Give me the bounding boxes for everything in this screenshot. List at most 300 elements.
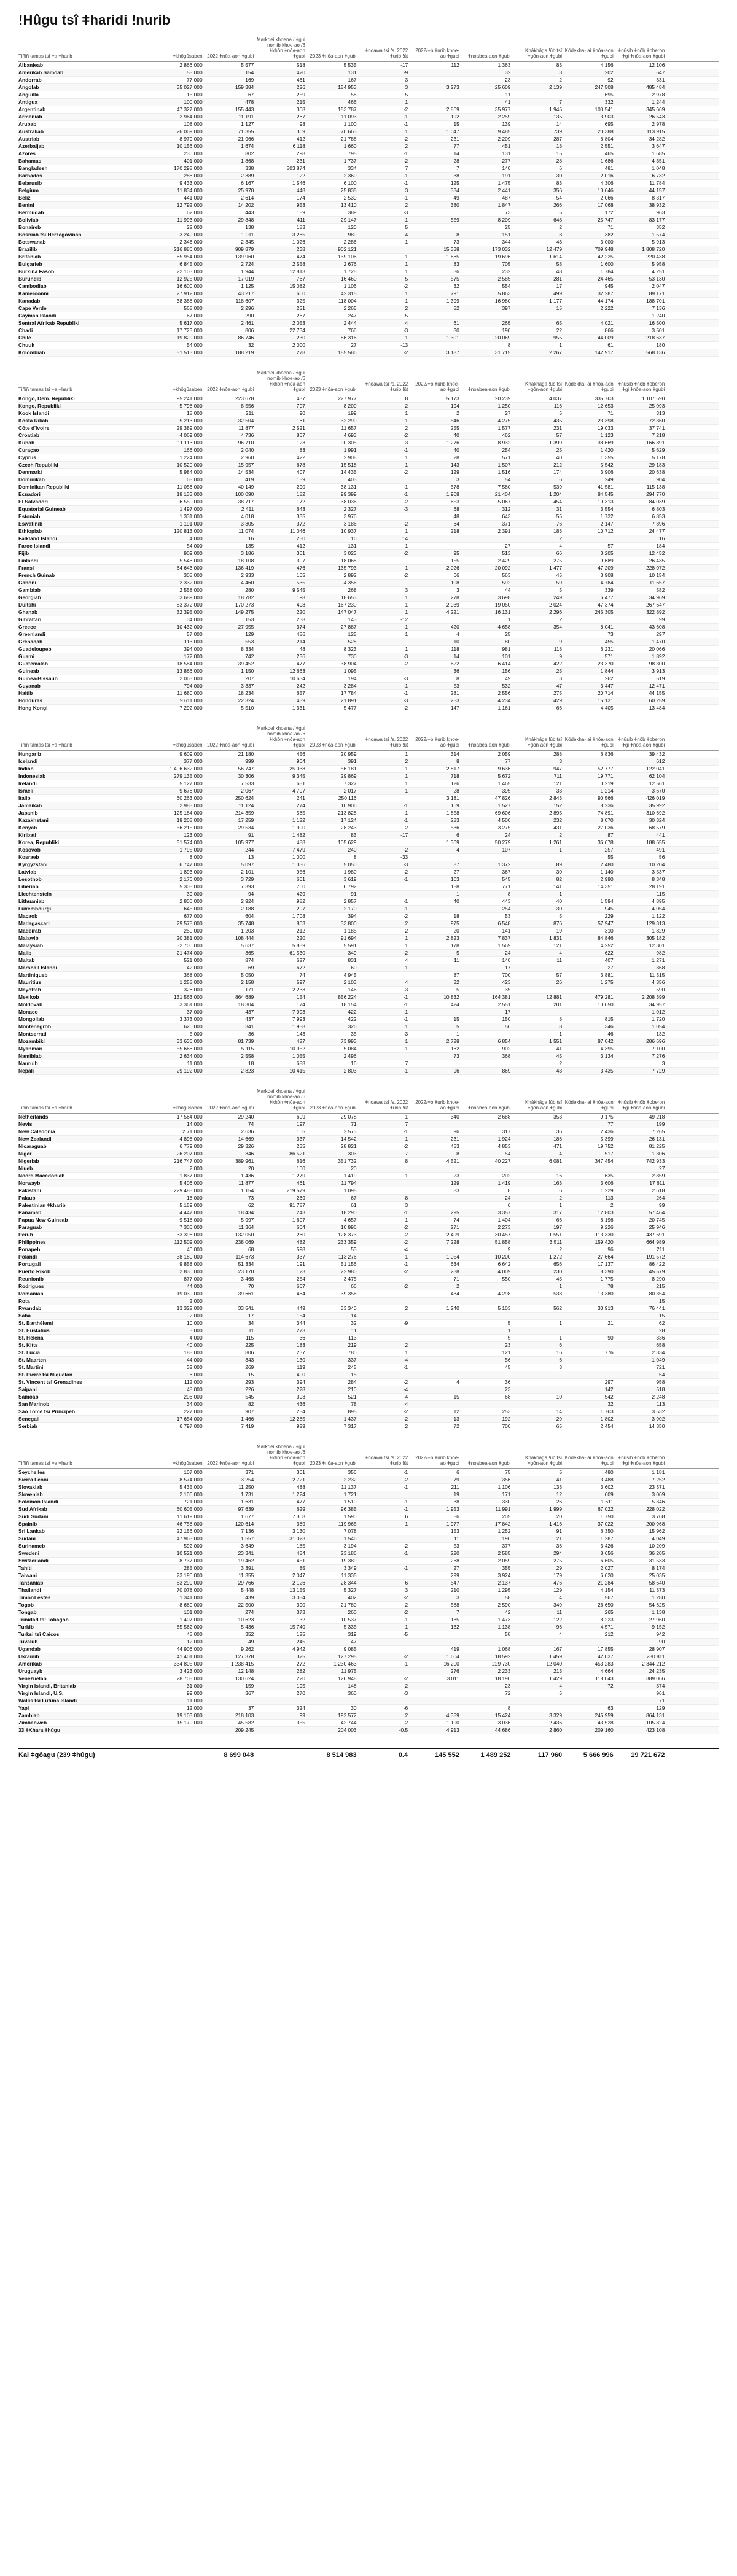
- table-row: [18, 535, 719, 543]
- value-cell: 250 116: [338, 795, 357, 801]
- value-cell: 74: [248, 1121, 254, 1127]
- country-name-cell: Virgin Islandi, U.S.: [18, 1690, 64, 1696]
- value-cell: 100 541: [595, 106, 614, 112]
- value-cell: 20 959: [340, 751, 357, 757]
- value-cell: 14: [351, 1313, 357, 1319]
- value-cell: 21 891: [340, 697, 357, 704]
- value-cell: 230: [296, 335, 305, 341]
- value-cell: 32 395 000: [176, 609, 203, 615]
- value-cell: -3: [403, 209, 408, 215]
- value-cell: 1: [559, 1320, 563, 1326]
- country-name-cell: Netherlands: [18, 1114, 49, 1120]
- table-row: [18, 335, 719, 342]
- value-cell: 456: [296, 751, 305, 757]
- country-name-cell: Macaob: [18, 913, 38, 919]
- value-cell: 7 896: [652, 521, 665, 527]
- value-cell: 228 072: [646, 565, 665, 571]
- country-name-cell: St. Vincent tsî Grenadines: [18, 1379, 82, 1385]
- value-cell: 2 803: [343, 1068, 357, 1074]
- value-cell: 3 924: [497, 1572, 511, 1578]
- value-cell: 101 000: [184, 1609, 203, 1615]
- value-cell: -2: [403, 705, 408, 711]
- value-cell: 1 847: [497, 202, 511, 208]
- value-cell: 23: [505, 1683, 511, 1689]
- value-cell: [564, 1697, 616, 1704]
- table-row: [18, 1121, 719, 1128]
- value-cell: 539: [553, 484, 563, 490]
- value-cell: 2 688: [497, 1114, 511, 1120]
- value-cell: 863: [296, 920, 305, 926]
- value-cell: 528: [348, 638, 357, 645]
- column-header: 2023 ǂnôa-aon ǂgubi: [310, 1461, 357, 1466]
- value-cell: 1 475: [497, 180, 511, 186]
- value-cell: 20 069: [494, 335, 511, 341]
- value-cell: 1 240: [652, 312, 665, 319]
- value-cell: 1 893 000: [179, 869, 203, 875]
- table-block: [18, 370, 719, 712]
- value-cell: 2 985 000: [179, 802, 203, 809]
- value-cell: 55: [556, 513, 563, 519]
- value-cell: 236: [296, 653, 305, 659]
- value-cell: 40: [453, 447, 459, 453]
- value-cell: 10 937: [340, 528, 357, 534]
- value-cell: 312: [502, 506, 511, 512]
- value-cell: 3: [405, 1202, 408, 1208]
- value-cell: 68 579: [649, 824, 665, 831]
- column-header: ǂkhôgûsaben: [173, 387, 203, 392]
- value-cell: 5 617 000: [179, 320, 203, 326]
- value-cell: 776: [604, 1349, 614, 1356]
- value-cell: 503 874: [286, 165, 305, 171]
- value-cell: 36: [556, 1128, 563, 1135]
- value-cell: 4 298: [497, 1290, 511, 1297]
- value-cell: 760: [296, 883, 305, 890]
- value-cell: 121: [502, 1349, 511, 1356]
- value-cell: [359, 1572, 411, 1579]
- value-cell: 13 484: [649, 705, 665, 711]
- value-cell: 653: [450, 499, 459, 505]
- value-cell: 16 500: [649, 320, 665, 326]
- value-cell: 77: [505, 758, 511, 764]
- value-cell: 1 419: [497, 1180, 511, 1186]
- value-cell: -2: [403, 950, 408, 956]
- value-cell: 23 196 000: [176, 1572, 203, 1578]
- table-row: [18, 1558, 719, 1565]
- value-cell: 18: [248, 1060, 254, 1066]
- value-cell: 190: [502, 327, 511, 333]
- value-cell: 172 000: [184, 653, 203, 659]
- table-row: [18, 1305, 719, 1313]
- value-cell: 9 345: [292, 773, 305, 779]
- value-cell: 7 292 000: [179, 705, 203, 711]
- column-header: Markdei khoena / ǂgui nomib khoe-ao /6 ǂkhôn ǂnôa-aon ǂgubi: [256, 726, 305, 748]
- table-row: [18, 1668, 719, 1675]
- value-cell: 354: [553, 624, 563, 630]
- value-cell: 3 181: [446, 795, 459, 801]
- value-cell: 23 186: [340, 1550, 357, 1556]
- value-cell: 56: [659, 854, 665, 860]
- country-name-cell: Indiab: [18, 766, 34, 772]
- table-row: [18, 77, 719, 84]
- value-cell: 220: [296, 935, 305, 941]
- value-cell: 6 548: [497, 920, 511, 926]
- column-header: Kōdekha- ai ǂnôa-aon ǂgubi: [564, 1100, 614, 1111]
- value-cell: 491: [656, 847, 665, 853]
- value-cell: 25: [505, 224, 511, 230]
- value-cell: 11 877: [238, 1180, 254, 1186]
- value-cell: 590: [656, 987, 665, 993]
- value-cell: 2 551: [600, 143, 614, 149]
- value-cell: 64: [453, 521, 459, 527]
- table-row: [18, 425, 719, 432]
- value-cell: 218: [450, 528, 459, 534]
- value-cell: [564, 1327, 616, 1334]
- value-cell: 22 500: [238, 1602, 254, 1608]
- value-cell: 191: [296, 1261, 305, 1267]
- totals-value-cell: [154, 1752, 205, 1759]
- value-cell: 220: [450, 1550, 459, 1556]
- value-cell: 1 436: [241, 1173, 254, 1179]
- value-cell: 14: [402, 535, 408, 541]
- value-cell: 249: [553, 594, 563, 600]
- value-cell: 14: [556, 121, 563, 127]
- value-cell: 41: [505, 99, 511, 105]
- value-cell: 480: [604, 1469, 614, 1475]
- totals-value-cell: [256, 1752, 308, 1759]
- value-cell: -3: [403, 653, 408, 659]
- value-cell: 547: [450, 1580, 459, 1586]
- country-name-cell: Cayman Islandi: [18, 312, 57, 319]
- value-cell: 131 563 000: [174, 994, 203, 1000]
- value-cell: 15: [351, 1371, 357, 1378]
- value-cell: 8 390: [600, 1268, 614, 1274]
- table-row: [18, 817, 719, 824]
- value-cell: 1 049: [652, 1357, 665, 1363]
- value-cell: 340: [450, 1114, 459, 1120]
- value-cell: [308, 1298, 359, 1305]
- country-name-cell: Myanmari: [18, 1046, 43, 1052]
- table-row: [18, 1180, 719, 1187]
- country-name-cell: Kosraeb: [18, 854, 39, 860]
- value-cell: 7: [405, 165, 408, 171]
- value-cell: 71: [607, 224, 614, 230]
- value-cell: 8 656: [600, 1550, 614, 1556]
- value-cell: 34 000: [187, 1401, 203, 1407]
- value-cell: 75: [505, 1469, 511, 1475]
- value-cell: 2 823: [446, 935, 459, 941]
- value-cell: 17 842: [494, 1521, 511, 1527]
- value-cell: 1 341 000: [179, 1594, 203, 1600]
- country-name-cell: Palestinian ǂkharib: [18, 1202, 66, 1208]
- value-cell: 5 637: [241, 942, 254, 949]
- value-cell: 130: [296, 1357, 305, 1363]
- value-cell: 412: [296, 543, 305, 549]
- value-cell: [410, 1327, 462, 1334]
- value-cell: 4 460: [241, 580, 254, 586]
- value-cell: 262: [604, 675, 614, 681]
- value-cell: -1: [403, 173, 408, 179]
- value-cell: 25 970: [238, 187, 254, 193]
- value-cell: 245 305: [595, 609, 614, 615]
- value-cell: 39 661: [238, 1290, 254, 1297]
- value-cell: 23 370: [598, 661, 614, 667]
- value-cell: 8: [507, 1705, 511, 1711]
- value-cell: 1 255 000: [179, 979, 203, 985]
- value-cell: 29 183: [649, 462, 665, 468]
- value-cell: 56: [453, 1513, 459, 1519]
- table-row: [18, 839, 719, 847]
- value-cell: 11: [454, 957, 459, 963]
- column-header: Khâkhâga !ûb tsî ǂgôn-aon ǂgubi: [525, 1100, 563, 1111]
- value-cell: 141: [502, 928, 511, 934]
- value-cell: 10 634: [289, 675, 305, 681]
- value-cell: 108: [450, 580, 459, 586]
- value-cell: 3 186: [343, 521, 357, 527]
- value-cell: 876: [553, 920, 563, 926]
- table-row: [18, 1320, 719, 1327]
- value-cell: 4 853: [497, 1143, 511, 1149]
- value-cell: 118 004: [338, 298, 357, 304]
- value-cell: 32 290: [340, 417, 357, 424]
- value-cell: 3 391: [241, 1565, 254, 1571]
- value-cell: 8 290: [652, 1276, 665, 1282]
- value-cell: 23 398: [598, 417, 614, 424]
- column-header: Khâkhâga !ûb tsî ǂgôn-aon ǂgubi: [525, 381, 563, 392]
- value-cell: [513, 1313, 564, 1319]
- value-cell: 241: [296, 795, 305, 801]
- value-cell: 1: [405, 1136, 408, 1142]
- value-cell: 159: [296, 209, 305, 215]
- table-row: [18, 913, 719, 920]
- value-cell: 94: [248, 891, 254, 897]
- value-cell: 6 350: [600, 1528, 614, 1534]
- table-row: [18, 84, 719, 91]
- value-cell: 15 000: [187, 91, 203, 98]
- table-row: [18, 690, 719, 697]
- value-cell: 11 355: [238, 1572, 254, 1578]
- value-cell: 3 134: [600, 1053, 614, 1059]
- value-cell: 3 284: [343, 683, 357, 689]
- value-cell: 7 078: [343, 1528, 357, 1534]
- value-cell: 119: [297, 1364, 305, 1370]
- table-row: [18, 261, 719, 268]
- value-cell: 6 477: [600, 594, 614, 600]
- value-cell: 131: [502, 150, 511, 157]
- value-cell: 25 093: [649, 403, 665, 409]
- value-cell: 74: [453, 1217, 459, 1223]
- table-row: [18, 432, 719, 440]
- value-cell: 14: [453, 653, 459, 659]
- value-cell: 91: [556, 1528, 563, 1534]
- value-cell: 2 000: [292, 342, 305, 348]
- value-cell: 1 732: [600, 513, 614, 519]
- value-cell: 42 225: [598, 254, 614, 260]
- value-cell: 2: [405, 305, 408, 311]
- value-cell: 335: [296, 513, 305, 519]
- table-row: [18, 1349, 719, 1357]
- table-row: [18, 469, 719, 476]
- column-header: 2022 ǂnôa-aon ǂgubi: [207, 387, 254, 392]
- value-cell: 3 511: [549, 1239, 563, 1245]
- country-name-cell: Monaco: [18, 1009, 38, 1015]
- value-cell: 341: [245, 1023, 254, 1030]
- value-cell: 2 558 000: [179, 587, 203, 593]
- table-row: [18, 1528, 719, 1535]
- table-row: [18, 121, 719, 128]
- country-name-cell: Japanib: [18, 810, 38, 816]
- value-cell: 11 000: [187, 1060, 203, 1066]
- value-cell: 18 154: [340, 1001, 357, 1007]
- value-cell: 26 435: [649, 557, 665, 564]
- value-cell: 56 215 000: [176, 824, 203, 831]
- value-cell: [410, 906, 462, 912]
- table-row: [18, 1150, 719, 1158]
- value-cell: [410, 1313, 462, 1319]
- value-cell: 7 479: [292, 847, 305, 853]
- value-cell: 344: [296, 1320, 305, 1326]
- table-row: [18, 1053, 719, 1060]
- value-cell: 20: [248, 1165, 254, 1171]
- country-name-cell: Ecuadori: [18, 491, 41, 497]
- value-cell: 91: [351, 891, 357, 897]
- value-cell: 5 958: [652, 261, 665, 267]
- value-cell: 7 317: [343, 1423, 357, 1429]
- value-cell: 904: [656, 476, 665, 483]
- value-cell: 21 180: [238, 751, 254, 757]
- value-cell: 5 335: [343, 1624, 357, 1630]
- value-cell: 448: [296, 187, 305, 193]
- value-cell: 73: [453, 1053, 459, 1059]
- value-cell: 982: [656, 950, 665, 956]
- value-cell: 73: [248, 1195, 254, 1201]
- value-cell: 345 669: [646, 106, 665, 112]
- value-cell: 1 459: [549, 1653, 563, 1659]
- value-cell: 660: [296, 290, 305, 297]
- column-header: Markdei khoena / ǂgui nomib khoe-ao /6 ǂkhôn ǂnôa-aon ǂgubi: [256, 1088, 305, 1111]
- value-cell: 11 113 000: [177, 440, 203, 446]
- value-cell: -2: [403, 1283, 408, 1289]
- value-cell: 567: [604, 1594, 614, 1600]
- value-cell: 35: [351, 1031, 357, 1037]
- value-cell: 11 124: [238, 802, 254, 809]
- value-cell: 6 845 000: [179, 261, 203, 267]
- value-cell: 265: [604, 1609, 614, 1615]
- value-cell: 332: [604, 99, 614, 105]
- value-cell: 9: [507, 1246, 511, 1252]
- value-cell: 132: [656, 1031, 665, 1037]
- value-cell: 20 714: [598, 690, 614, 696]
- value-cell: [462, 1060, 513, 1067]
- value-cell: 135: [245, 543, 254, 549]
- value-cell: 1 068: [497, 1646, 511, 1652]
- value-cell: 36: [556, 1543, 563, 1549]
- value-cell: -1: [403, 690, 408, 696]
- value-cell: 3: [559, 758, 563, 764]
- value-cell: -1: [403, 1261, 408, 1267]
- value-cell: 3 768: [652, 1513, 665, 1519]
- value-cell: 166 000: [184, 447, 203, 453]
- value-cell: 3 361 000: [179, 1001, 203, 1007]
- value-cell: 19 752: [598, 1143, 614, 1149]
- table-row: [18, 1357, 719, 1364]
- value-cell: 3: [405, 1587, 408, 1593]
- value-cell: 24 477: [649, 528, 665, 534]
- value-cell: 2 066: [600, 195, 614, 201]
- table-row: [18, 1046, 719, 1053]
- value-cell: 294 770: [646, 491, 665, 497]
- value-cell: 25: [556, 447, 563, 453]
- value-cell: 36: [453, 268, 459, 274]
- table-row: [18, 928, 719, 935]
- value-cell: 3 908: [600, 572, 614, 578]
- country-name-cell: Austriab: [18, 136, 39, 142]
- country-name-cell: Trinidad tsî Tobagob: [18, 1616, 69, 1623]
- country-name-cell: Montenegrob: [18, 1023, 52, 1030]
- value-cell: 3: [559, 1364, 563, 1370]
- table-row: [18, 1394, 719, 1401]
- country-name-cell: Togob: [18, 1602, 34, 1608]
- value-cell: 1 677: [241, 1513, 254, 1519]
- value-cell: 3: [661, 1060, 665, 1066]
- value-cell: 2 101: [241, 869, 254, 875]
- value-cell: 380: [450, 202, 459, 208]
- value-cell: 422: [348, 1016, 357, 1022]
- country-name-cell: Kiribati: [18, 832, 36, 838]
- value-cell: 28: [556, 158, 563, 164]
- value-cell: -2: [403, 1594, 408, 1600]
- value-cell: 4 221: [446, 609, 459, 615]
- value-cell: 11 315: [649, 972, 665, 978]
- value-cell: 22 734: [289, 327, 305, 333]
- value-cell: 1: [405, 646, 408, 652]
- value-cell: 34 957: [649, 1001, 665, 1007]
- value-cell: 391: [348, 758, 357, 764]
- value-cell: 1 808 720: [642, 246, 665, 252]
- value-cell: 3 130: [292, 1528, 305, 1534]
- value-cell: 32: [453, 979, 459, 985]
- value-cell: 2 000: [189, 1165, 203, 1171]
- value-cell: 19 103 000: [176, 1712, 203, 1718]
- value-cell: 15 131: [598, 697, 614, 704]
- value-cell: 1: [405, 631, 408, 637]
- value-cell: 49: [505, 675, 511, 681]
- value-cell: 451: [296, 1558, 305, 1564]
- value-cell: 1 731: [241, 1491, 254, 1497]
- country-name-cell: Indonesiab: [18, 773, 46, 779]
- column-header: 2022 ǂnôa-aon ǂgubi: [207, 1461, 254, 1466]
- table-row: [18, 1298, 719, 1305]
- country-name-cell: Sloveniab: [18, 1491, 43, 1497]
- value-cell: [410, 1371, 462, 1378]
- value-cell: 214: [296, 638, 305, 645]
- value-cell: 1 420: [600, 447, 614, 453]
- value-cell: 2 411: [241, 506, 254, 512]
- value-cell: [359, 1535, 411, 1542]
- value-cell: 269: [245, 1364, 254, 1370]
- value-cell: 454: [553, 499, 563, 505]
- value-cell: 963: [656, 209, 665, 215]
- value-cell: 902 121: [338, 246, 357, 252]
- value-cell: 268: [450, 1558, 459, 1564]
- value-cell: 343: [245, 1357, 254, 1363]
- value-cell: 622: [450, 661, 459, 667]
- value-cell: 2 248: [652, 1394, 665, 1400]
- value-cell: 251: [296, 305, 305, 311]
- column-header: Markdei khoena / ǂgui nomib khoe-ao /6 ǂkhôn ǂnôa-aon ǂgubi: [256, 1444, 305, 1466]
- value-cell: 612: [656, 758, 665, 764]
- table-row: [18, 1232, 719, 1239]
- country-name-cell: Bosniab tsî Herzegovinab: [18, 231, 82, 238]
